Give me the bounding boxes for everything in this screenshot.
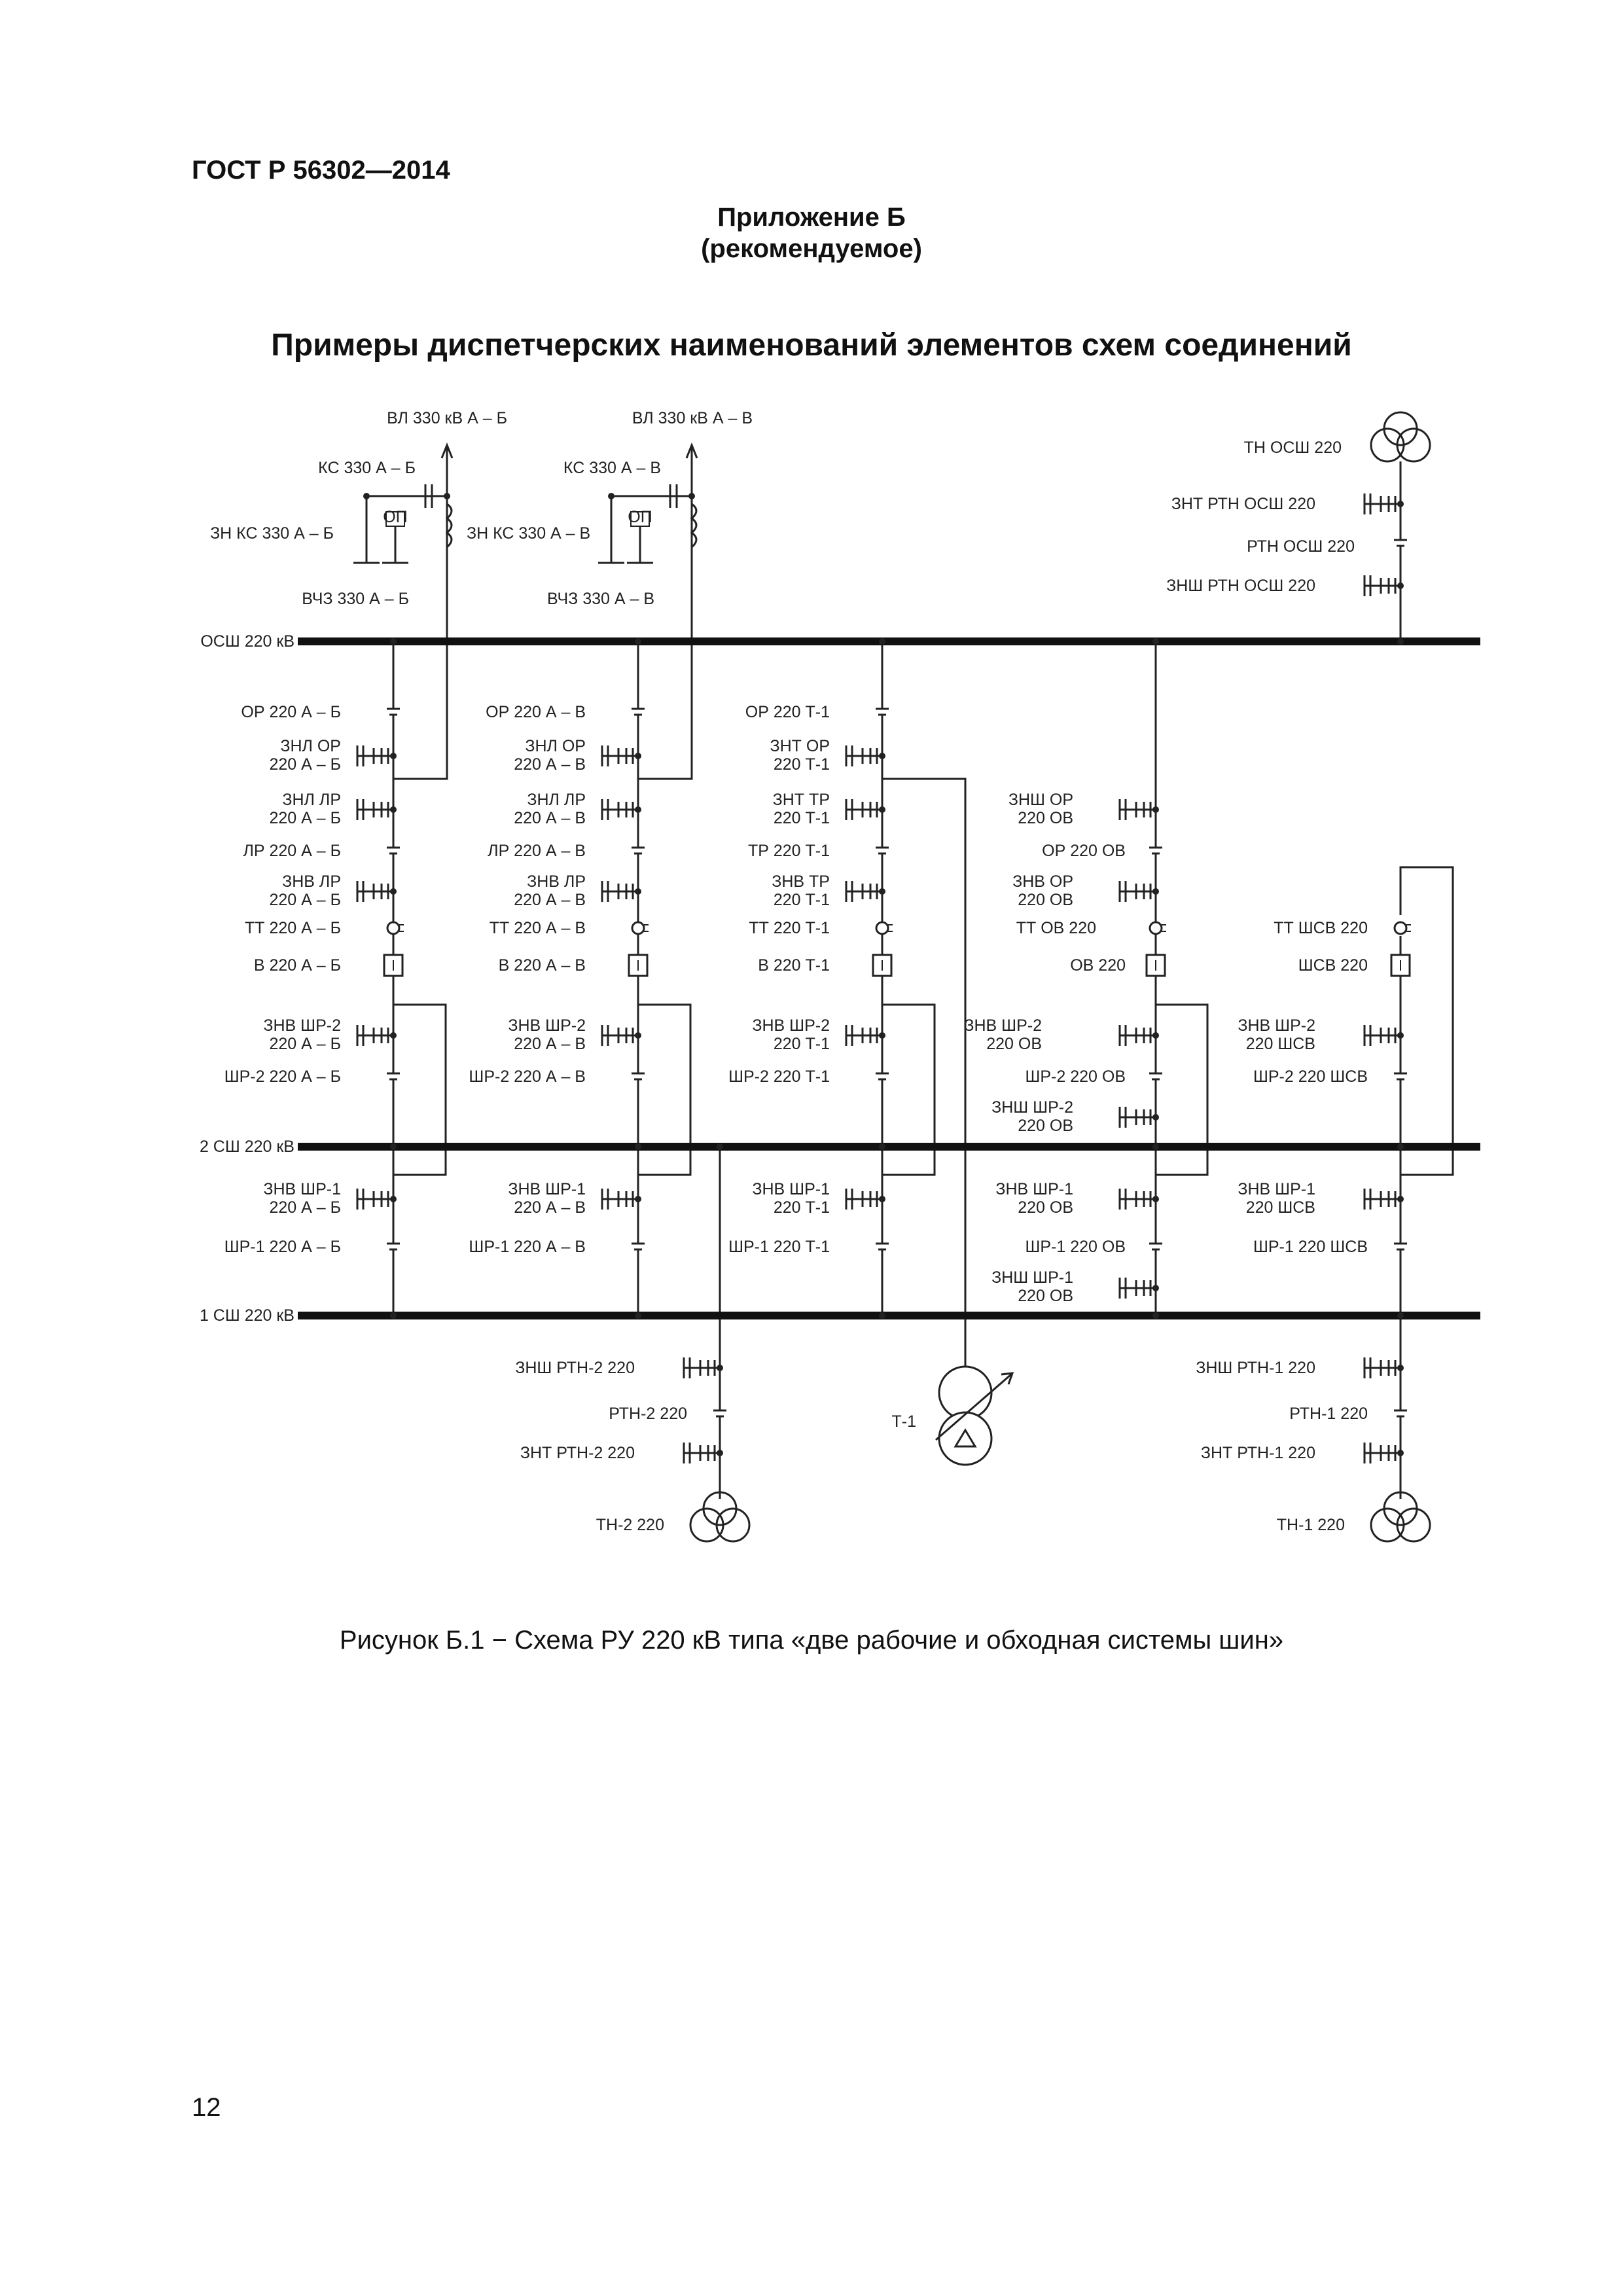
- element-label: ЗНВ ШР-2: [752, 1016, 830, 1035]
- element-label: ОР 220 А – В: [486, 703, 586, 721]
- bus-label: 2 СШ 220 кВ: [199, 1138, 294, 1156]
- junction-dot: [1152, 638, 1159, 645]
- element-label: ЗНТ ОР: [770, 737, 830, 755]
- junction-dot: [717, 1365, 723, 1371]
- element-label: ЗНШ ОР: [1008, 791, 1073, 809]
- element-label: ЗНВ ШР-1: [995, 1180, 1073, 1198]
- junction-dot: [390, 1032, 397, 1039]
- junction-dot: [879, 888, 885, 895]
- element-label: ЗНВ ЛР: [527, 872, 586, 891]
- current-transformer: [876, 922, 888, 934]
- element-label: 220 ШСВ: [1245, 1198, 1315, 1217]
- junction-dot: [879, 1312, 885, 1319]
- element-label: 220 А – Б: [269, 755, 341, 774]
- element-label: ТР 220 Т-1: [747, 842, 830, 860]
- junction-dot: [1397, 1450, 1404, 1456]
- element-label: ОР 220 А – Б: [241, 703, 341, 721]
- element-label: В 220 А – В: [498, 956, 586, 975]
- element-label: 220 А – Б: [269, 1198, 341, 1217]
- bus-label: ОСШ 220 кВ: [200, 632, 294, 651]
- element-label: ЗНВ ШР-1: [1238, 1180, 1315, 1198]
- wire: [1400, 1147, 1453, 1175]
- element-label: 220 Т-1: [773, 1198, 830, 1217]
- page-number: 12: [192, 2093, 221, 2122]
- element-label: ЗН КС 330 А – Б: [210, 524, 334, 543]
- wire: [1400, 867, 1453, 1147]
- element-label: ЛР 220 А – В: [488, 842, 586, 860]
- element-label: РТН-1 220: [1289, 1405, 1368, 1423]
- wire: [393, 1005, 446, 1147]
- element-label: 220 Т-1: [773, 755, 830, 774]
- element-label: ЗНВ ШР-2: [508, 1016, 586, 1035]
- element-label: ШСВ 220: [1298, 956, 1368, 975]
- element-label: РТН ОСШ 220: [1247, 537, 1355, 556]
- element-label: 220 ОВ: [1018, 1287, 1073, 1305]
- op-label: ОП: [628, 508, 652, 526]
- junction-dot: [1397, 1312, 1404, 1319]
- busbars: [298, 637, 1480, 1319]
- line-name: ВЛ 330 кВ А – Б: [387, 409, 507, 427]
- element-label: 220 ОВ: [1018, 891, 1073, 909]
- element-label: ЗНШ РТН ОСШ 220: [1166, 577, 1315, 595]
- element-label: ЗНТ РТН ОСШ 220: [1171, 495, 1315, 513]
- element-label: ТТ ОВ 220: [1016, 919, 1096, 937]
- junction-dot: [1152, 1196, 1159, 1202]
- element-label: ЗНВ ШР-1: [263, 1180, 341, 1198]
- element-label: ШР-2 220 Т-1: [728, 1067, 830, 1086]
- junction-dot: [390, 1143, 397, 1150]
- junction-dot: [1397, 1365, 1404, 1371]
- current-transformer: [1150, 922, 1162, 934]
- line-name: ВЛ 330 кВ А – В: [632, 409, 753, 427]
- element-label: 220 Т-1: [773, 891, 830, 909]
- op-label: ОП: [383, 508, 408, 526]
- wire: [882, 1005, 935, 1147]
- element-label: ЗНВ ШР-1: [508, 1180, 586, 1198]
- element-label: КС 330 А – В: [563, 459, 661, 477]
- element-label: ОР 220 ОВ: [1042, 842, 1126, 860]
- junction-dot: [717, 1450, 723, 1456]
- busbar: [298, 1312, 1480, 1319]
- element-label: ЗНВ ТР: [772, 872, 830, 891]
- junction-dot: [879, 1032, 885, 1039]
- appendix-status: (рекомендуемое): [701, 234, 922, 263]
- element-label: ОР 220 Т-1: [745, 703, 830, 721]
- appendix-title: Приложение Б: [717, 203, 906, 232]
- transformer-label: Т-1: [891, 1412, 916, 1431]
- junction-dot: [1397, 583, 1404, 589]
- element-label: ЗНШ ШР-2: [991, 1098, 1073, 1117]
- junction-dot: [635, 638, 641, 645]
- junction-dot: [635, 1312, 641, 1319]
- element-label: 220 Т-1: [773, 1035, 830, 1053]
- element-label: ЗНТ РТН-2 220: [520, 1444, 635, 1462]
- element-label: 220 А – Б: [269, 809, 341, 827]
- element-label: В 220 Т-1: [758, 956, 830, 975]
- element-label: ШР-1 220 А – Б: [224, 1238, 341, 1256]
- element-label: 220 ОВ: [1018, 809, 1073, 827]
- element-label: ЗНЛ ЛР: [282, 791, 341, 809]
- element-label: ЗНЛ ЛР: [527, 791, 586, 809]
- current-transformer: [632, 922, 644, 934]
- document-code: ГОСТ Р 56302—2014: [192, 156, 450, 185]
- junction-dot: [390, 1312, 397, 1319]
- element-label: ЗНШ ШР-1: [991, 1268, 1073, 1287]
- section-title: Примеры диспетчерских наименований элементов схем соединений: [271, 328, 1352, 363]
- wire: [882, 1147, 935, 1175]
- element-label: 220 А – Б: [269, 1035, 341, 1053]
- wire: [638, 1147, 690, 1175]
- current-transformer: [1395, 922, 1406, 934]
- junction-dot: [1152, 1032, 1159, 1039]
- junction-dot: [879, 1143, 885, 1150]
- junction-dot: [390, 638, 397, 645]
- junction-dot: [608, 493, 615, 499]
- element-label: ЗНТ РТН-1 220: [1200, 1444, 1315, 1462]
- junction-dot: [1397, 501, 1404, 507]
- element-label: 220 ОВ: [986, 1035, 1042, 1053]
- element-label: ТН-2 220: [596, 1516, 664, 1534]
- junction-dot: [1397, 1196, 1404, 1202]
- element-label: ЗНШ РТН-2 220: [515, 1359, 635, 1377]
- junction-dot: [635, 806, 641, 813]
- element-label: 220 А – В: [514, 1035, 586, 1053]
- junction-dot: [1152, 1285, 1159, 1291]
- element-label: ОВ 220: [1070, 956, 1126, 975]
- junction-dot: [1152, 1143, 1159, 1150]
- element-label: В 220 А – Б: [253, 956, 341, 975]
- junction-dot: [879, 638, 885, 645]
- element-label: 220 ОВ: [1018, 1117, 1073, 1135]
- element-label: КС 330 А – Б: [318, 459, 416, 477]
- element-label: ШР-2 220 А – В: [469, 1067, 586, 1086]
- element-label: 220 А – В: [514, 1198, 586, 1217]
- wire: [882, 779, 965, 1381]
- junction-dot: [444, 493, 450, 499]
- wire: [393, 1147, 446, 1175]
- element-label: ЗНЛ ОР: [280, 737, 341, 755]
- element-label: ТТ 220 А – В: [489, 919, 586, 937]
- junction-dot: [1152, 888, 1159, 895]
- element-label: ШР-1 220 А – В: [469, 1238, 586, 1256]
- busbar: [298, 1143, 1480, 1151]
- junction-dot: [635, 753, 641, 759]
- transformer-t1-symbol: [939, 1367, 991, 1419]
- junction-dot: [635, 888, 641, 895]
- junction-dot: [717, 1143, 723, 1150]
- element-label: ШР-1 220 Т-1: [728, 1238, 830, 1256]
- element-label: ЗНВ ЛР: [282, 872, 341, 891]
- junction-dot: [1397, 1143, 1404, 1150]
- element-label: ТТ ШСВ 220: [1274, 919, 1368, 937]
- element-label: ЗНШ РТН-1 220: [1196, 1359, 1315, 1377]
- junction-dot: [635, 1196, 641, 1202]
- junction-dot: [879, 753, 885, 759]
- element-label: 220 А – В: [514, 755, 586, 774]
- element-label: ТН ОСШ 220: [1243, 439, 1342, 457]
- wire: [638, 1005, 690, 1147]
- junction-dot: [879, 806, 885, 813]
- figure-caption: Рисунок Б.1 − Схема РУ 220 кВ типа «две рабочие и обходная системы шин»: [339, 1626, 1284, 1655]
- element-label: ШР-2 220 А – Б: [224, 1067, 341, 1086]
- junction-dot: [390, 1196, 397, 1202]
- element-label: ЗНЛ ОР: [525, 737, 586, 755]
- element-label: 220 Т-1: [773, 809, 830, 827]
- junction-dot: [688, 493, 695, 499]
- current-transformer: [387, 922, 399, 934]
- element-label: ЗНВ ОР: [1012, 872, 1073, 891]
- element-label: ШР-1 220 ШСВ: [1253, 1238, 1368, 1256]
- junction-dot: [879, 1196, 885, 1202]
- element-label: ТТ 220 А – Б: [244, 919, 341, 937]
- transformer-t1-winding: [939, 1412, 991, 1465]
- element-label: ШР-2 220 ОВ: [1025, 1067, 1126, 1086]
- junction-dot: [1397, 638, 1404, 645]
- element-label: ЛР 220 А – Б: [243, 842, 341, 860]
- junction-dot: [1397, 1032, 1404, 1039]
- element-label: ЗНВ ШР-1: [752, 1180, 830, 1198]
- junction-dot: [1152, 1312, 1159, 1319]
- element-label: 220 ОВ: [1018, 1198, 1073, 1217]
- element-label: ВЧЗ 330 А – В: [546, 590, 654, 608]
- element-label: ЗНВ ШР-2: [964, 1016, 1042, 1035]
- element-label: ВЧЗ 330 А – Б: [302, 590, 409, 608]
- element-label: ЗН КС 330 А – В: [467, 524, 591, 543]
- element-label: ТН-1 220: [1276, 1516, 1345, 1534]
- element-label: ШР-1 220 ОВ: [1025, 1238, 1126, 1256]
- element-label: ТТ 220 Т-1: [749, 919, 830, 937]
- element-label: ЗНВ ШР-2: [1238, 1016, 1315, 1035]
- bus-label: 1 СШ 220 кВ: [199, 1306, 294, 1325]
- element-label: 220 А – В: [514, 809, 586, 827]
- element-label: ЗНВ ШР-2: [263, 1016, 341, 1035]
- busbar: [298, 637, 1480, 645]
- junction-dot: [390, 753, 397, 759]
- junction-dot: [1152, 806, 1159, 813]
- junction-dot: [390, 806, 397, 813]
- element-label: 220 А – Б: [269, 891, 341, 909]
- junction-dot: [390, 888, 397, 895]
- junction-dot: [363, 493, 370, 499]
- element-label: 220 А – В: [514, 891, 586, 909]
- element-label: РТН-2 220: [609, 1405, 687, 1423]
- element-label: ШР-2 220 ШСВ: [1253, 1067, 1368, 1086]
- junction-dot: [635, 1143, 641, 1150]
- junction-dot: [1152, 1114, 1159, 1121]
- element-label: 220 ШСВ: [1245, 1035, 1315, 1053]
- junction-dot: [635, 1032, 641, 1039]
- element-label: ЗНТ ТР: [772, 791, 830, 809]
